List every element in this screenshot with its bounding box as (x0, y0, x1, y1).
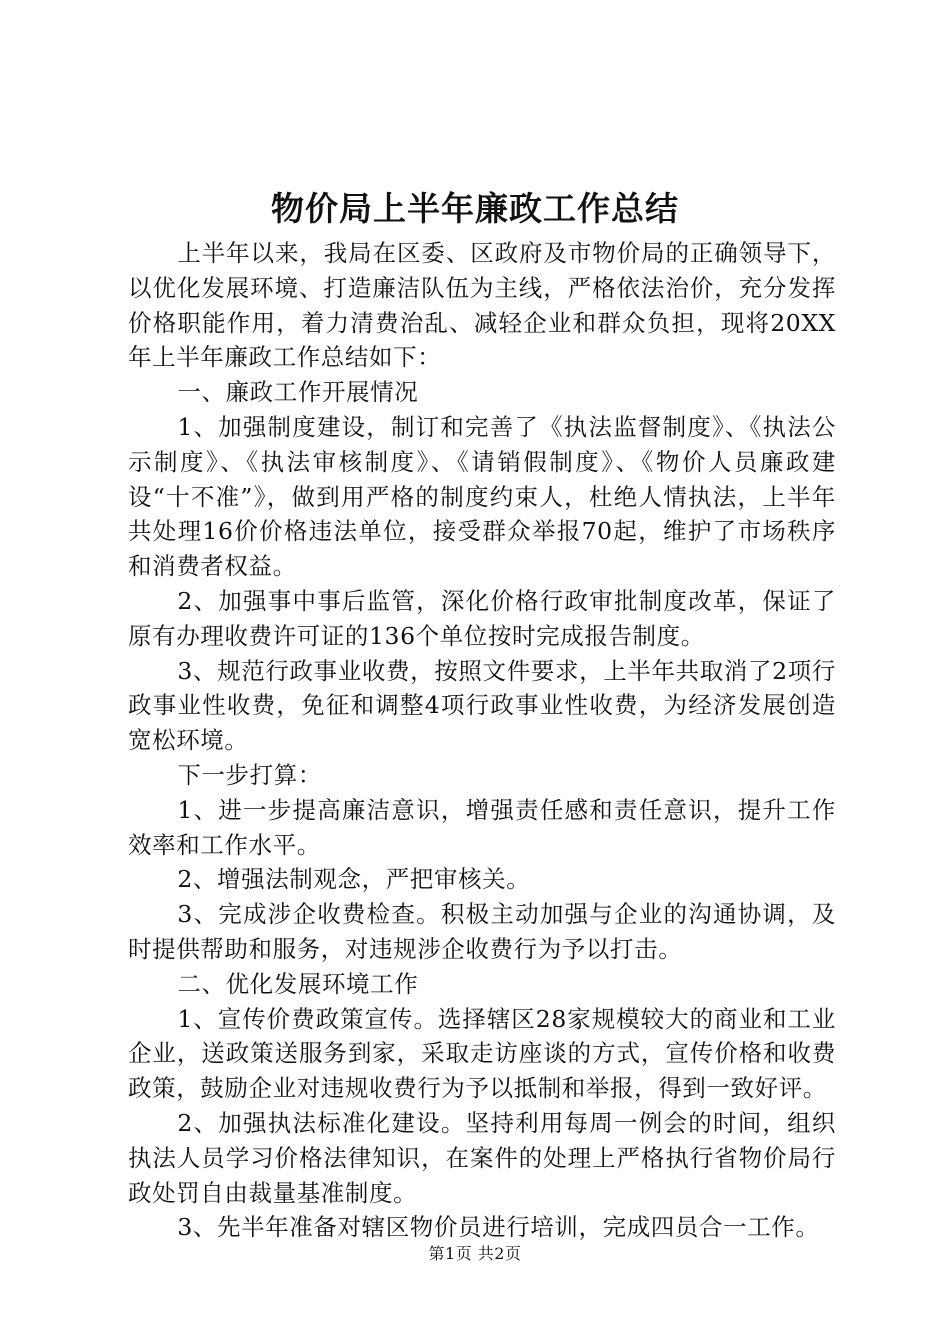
page-number: 第1页 共2页 (428, 1244, 522, 1263)
page-footer (0, 1243, 950, 1265)
paragraph-1-2: 2、加强事中事后监管，深化价格行政审批制度改革，保证了原有办理收费许可证的136个单位按时完成报告制度。 (128, 586, 836, 650)
paragraph-1-3: 3、规范行政事业收费，按照文件要求，上半年共取消了2项行政事业性收费，免征和调整4项行政事业性收费，为经济发展创造宽松环境。 (128, 656, 836, 755)
paragraph-1-1: 1、加强制度建设，制订和完善了《执法监督制度》、《执法公示制度》、《执法审核制度》、《请销假制度》、《物价人员廉政建设“十不准”》，做到用严格的制度约束人，杜绝人情执法，上半年共处理16价价格违法单位，接受群众举报70起，维护了市场秩序和消费者权益。 (128, 412, 836, 581)
subheading-next-steps: 下一步打算： (177, 760, 322, 789)
paragraph-next-2: 2、增强法制观念，严把审核关。 (177, 865, 531, 894)
paragraph-next-3: 3、完成涉企收费检查。积极主动加强与企业的沟通协调，及时提供帮助和服务，对违规涉企收费行为予以打击。 (128, 900, 836, 963)
paragraph-2-2: 2、加强执法标准化建设。坚持利用每周一例会的时间，组织执法人员学习价格法律知识，在案件的处理上严格执行省物价局行政处罚自由裁量基准制度。 (128, 1108, 836, 1207)
paragraph-next-1: 1、进一步提高廉洁意识，增强责任感和责任意识，提升工作效率和工作水平。 (128, 795, 836, 859)
document-body (128, 236, 836, 1245)
paragraph-intro: 上半年以来，我局在区委、区政府及市物价局的正确领导下，以优化发展环境、打造廉洁队伍为主线，严格依法治价，充分发挥价格职能作用，着力清费治乱、减轻企业和群众负担，现将20XX年上半年廉政工作总结如下： (128, 239, 836, 372)
paragraph-2-1: 1、宣传价费政策宣传。选择辖区28家规模较大的商业和工业企业，送政策送服务到家，采取走访座谈的方式，宣传价格和收费政策，鼓励企业对违规收费行为予以抵制和举报，得到一致好评。 (128, 1004, 836, 1103)
section-heading-1: 一、廉政工作开展情况 (177, 378, 419, 407)
paragraph-2-3: 3、先半年准备对辖区物价员进行培训，完成四员合一工作。 (177, 1213, 820, 1242)
section-heading-2: 二、优化发展环境工作 (177, 969, 419, 998)
document-title: 物价局上半年廉政工作总结 (271, 189, 679, 228)
